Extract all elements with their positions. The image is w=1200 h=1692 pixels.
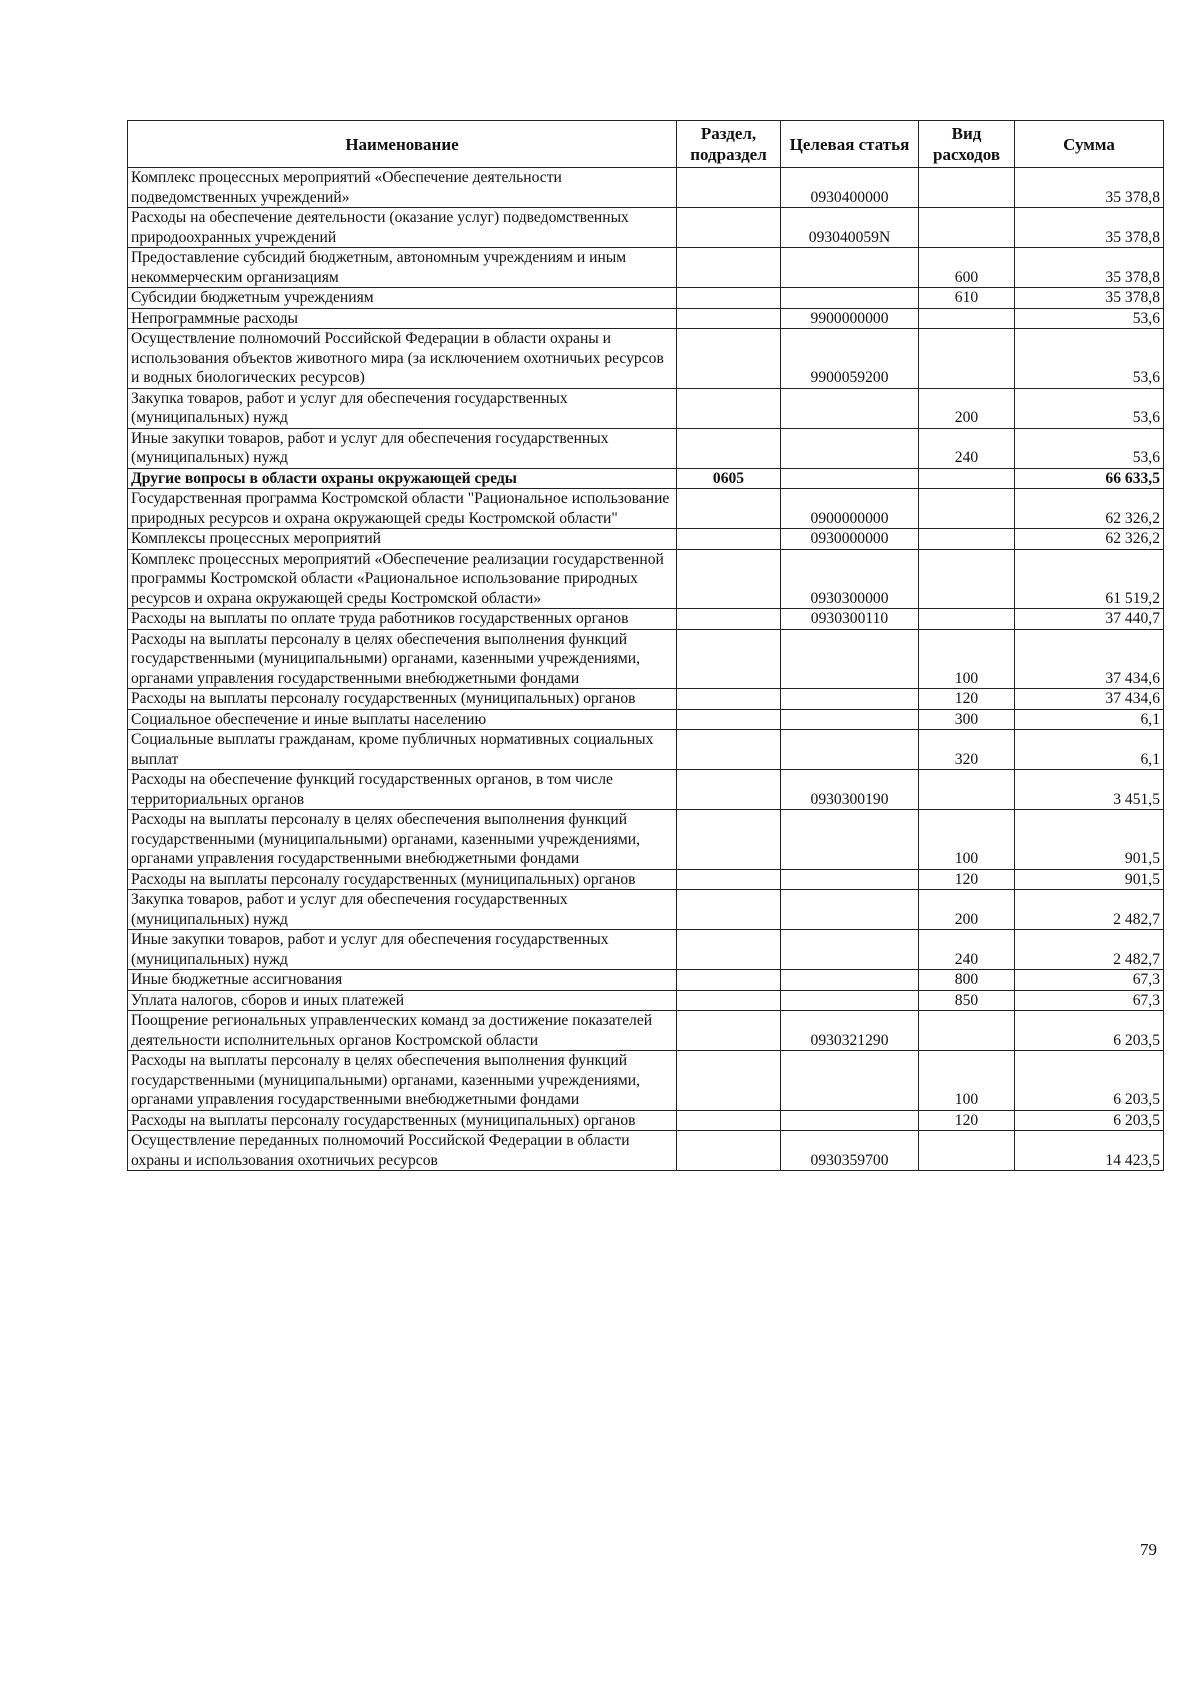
cell-name: Комплекс процессных мероприятий «Обеспечение деятельности подведомственных учреждений» xyxy=(128,168,677,208)
cell-kind: 240 xyxy=(919,930,1015,970)
cell-section xyxy=(677,970,781,991)
cell-section: 0605 xyxy=(677,468,781,489)
cell-kind xyxy=(919,468,1015,489)
cell-section xyxy=(677,609,781,630)
cell-kind: 100 xyxy=(919,810,1015,870)
cell-sum: 37 434,6 xyxy=(1015,689,1164,710)
cell-name: Поощрение региональных управленческих команд за достижение показателей деятельности исполнительных органов Костромской области xyxy=(128,1011,677,1051)
cell-name: Социальное обеспечение и иные выплаты населению xyxy=(128,709,677,730)
cell-section xyxy=(677,248,781,288)
cell-target: 0930000000 xyxy=(781,529,919,550)
cell-target: 0930300190 xyxy=(781,770,919,810)
table-body xyxy=(128,168,1164,1171)
cell-kind xyxy=(919,168,1015,208)
cell-section xyxy=(677,1051,781,1111)
cell-target: 0930400000 xyxy=(781,168,919,208)
table-row xyxy=(128,930,1164,970)
cell-target: 0930321290 xyxy=(781,1011,919,1051)
header-name: Наименование xyxy=(128,121,677,168)
cell-target xyxy=(781,468,919,489)
cell-sum: 6 203,5 xyxy=(1015,1051,1164,1111)
table-row xyxy=(128,770,1164,810)
document-page xyxy=(127,120,1163,1171)
cell-sum: 62 326,2 xyxy=(1015,489,1164,529)
cell-kind xyxy=(919,1011,1015,1051)
cell-kind xyxy=(919,489,1015,529)
cell-target: 0900000000 xyxy=(781,489,919,529)
table-row xyxy=(128,1110,1164,1131)
cell-target: 0930300000 xyxy=(781,549,919,609)
cell-sum: 3 451,5 xyxy=(1015,770,1164,810)
table-row xyxy=(128,709,1164,730)
cell-sum: 35 378,8 xyxy=(1015,168,1164,208)
cell-section xyxy=(677,288,781,309)
cell-kind: 100 xyxy=(919,629,1015,689)
cell-sum: 35 378,8 xyxy=(1015,208,1164,248)
cell-kind: 200 xyxy=(919,890,1015,930)
cell-name: Субсидии бюджетным учреждениям xyxy=(128,288,677,309)
cell-target xyxy=(781,730,919,770)
table-row xyxy=(128,609,1164,630)
cell-section xyxy=(677,329,781,389)
cell-name: Расходы на выплаты по оплате труда работников государственных органов xyxy=(128,609,677,630)
table-row xyxy=(128,168,1164,208)
cell-section xyxy=(677,869,781,890)
cell-sum: 37 434,6 xyxy=(1015,629,1164,689)
table-row xyxy=(128,1011,1164,1051)
cell-target xyxy=(781,709,919,730)
cell-sum: 53,6 xyxy=(1015,308,1164,329)
cell-name: Расходы на выплаты персоналу государственных (муниципальных) органов xyxy=(128,1110,677,1131)
cell-target xyxy=(781,890,919,930)
table-row xyxy=(128,529,1164,550)
cell-name: Социальные выплаты гражданам, кроме публичных нормативных социальных выплат xyxy=(128,730,677,770)
cell-target: 9900059200 xyxy=(781,329,919,389)
cell-section xyxy=(677,549,781,609)
cell-section xyxy=(677,428,781,468)
cell-sum: 901,5 xyxy=(1015,869,1164,890)
table-row xyxy=(128,970,1164,991)
cell-section xyxy=(677,629,781,689)
cell-target: 0930300110 xyxy=(781,609,919,630)
cell-section xyxy=(677,168,781,208)
table-row xyxy=(128,689,1164,710)
cell-target xyxy=(781,1110,919,1131)
cell-target xyxy=(781,970,919,991)
budget-table xyxy=(127,120,1164,1171)
cell-sum: 6 203,5 xyxy=(1015,1011,1164,1051)
cell-name: Расходы на обеспечение деятельности (оказание услуг) подведомственных природоохранных учреждений xyxy=(128,208,677,248)
cell-kind: 120 xyxy=(919,1110,1015,1131)
cell-kind xyxy=(919,609,1015,630)
cell-sum: 2 482,7 xyxy=(1015,930,1164,970)
cell-name: Иные бюджетные ассигнования xyxy=(128,970,677,991)
cell-section xyxy=(677,930,781,970)
cell-section xyxy=(677,1110,781,1131)
cell-sum: 6 203,5 xyxy=(1015,1110,1164,1131)
cell-kind: 300 xyxy=(919,709,1015,730)
cell-target xyxy=(781,810,919,870)
cell-section xyxy=(677,990,781,1011)
cell-target xyxy=(781,1051,919,1111)
cell-name: Предоставление субсидий бюджетным, автономным учреждениям и иным некоммерческим организациям xyxy=(128,248,677,288)
table-row xyxy=(128,428,1164,468)
cell-section xyxy=(677,1131,781,1171)
table-row xyxy=(128,489,1164,529)
cell-section xyxy=(677,208,781,248)
header-section: Раздел, подраздел xyxy=(677,121,781,168)
table-row xyxy=(128,388,1164,428)
cell-sum: 35 378,8 xyxy=(1015,248,1164,288)
cell-kind: 200 xyxy=(919,388,1015,428)
cell-sum: 6,1 xyxy=(1015,709,1164,730)
cell-kind: 120 xyxy=(919,869,1015,890)
cell-target xyxy=(781,930,919,970)
cell-kind xyxy=(919,549,1015,609)
cell-section xyxy=(677,1011,781,1051)
table-row xyxy=(128,629,1164,689)
table-row xyxy=(128,990,1164,1011)
cell-name: Государственная программа Костромской области "Рациональное использование природных ресурсов и охрана окружающей среды Костромской области" xyxy=(128,489,677,529)
cell-kind: 850 xyxy=(919,990,1015,1011)
table-row xyxy=(128,329,1164,389)
cell-section xyxy=(677,529,781,550)
cell-name: Комплексы процессных мероприятий xyxy=(128,529,677,550)
cell-section xyxy=(677,489,781,529)
cell-target xyxy=(781,288,919,309)
cell-name: Расходы на обеспечение функций государственных органов, в том числе территориальных органов xyxy=(128,770,677,810)
cell-target xyxy=(781,869,919,890)
cell-kind: 100 xyxy=(919,1051,1015,1111)
cell-target xyxy=(781,629,919,689)
cell-kind: 800 xyxy=(919,970,1015,991)
cell-sum: 67,3 xyxy=(1015,970,1164,991)
cell-kind xyxy=(919,329,1015,389)
cell-section xyxy=(677,388,781,428)
cell-name: Уплата налогов, сборов и иных платежей xyxy=(128,990,677,1011)
cell-name: Закупка товаров, работ и услуг для обеспечения государственных (муниципальных) нужд xyxy=(128,890,677,930)
table-row xyxy=(128,1051,1164,1111)
table-row xyxy=(128,248,1164,288)
cell-kind: 600 xyxy=(919,248,1015,288)
cell-section xyxy=(677,730,781,770)
cell-section xyxy=(677,689,781,710)
cell-target xyxy=(781,388,919,428)
cell-sum: 14 423,5 xyxy=(1015,1131,1164,1171)
cell-sum: 901,5 xyxy=(1015,810,1164,870)
cell-section xyxy=(677,890,781,930)
cell-name: Закупка товаров, работ и услуг для обеспечения государственных (муниципальных) нужд xyxy=(128,388,677,428)
table-row xyxy=(128,208,1164,248)
cell-name: Иные закупки товаров, работ и услуг для обеспечения государственных (муниципальных) нужд xyxy=(128,428,677,468)
cell-kind: 320 xyxy=(919,730,1015,770)
table-row xyxy=(128,890,1164,930)
cell-name: Другие вопросы в области охраны окружающей среды xyxy=(128,468,677,489)
cell-kind xyxy=(919,308,1015,329)
cell-sum: 66 633,5 xyxy=(1015,468,1164,489)
cell-sum: 53,6 xyxy=(1015,388,1164,428)
cell-name: Расходы на выплаты персоналу в целях обеспечения выполнения функций государственными (муниципальными) органами, казенными учреждениями, органами управления государственными внебюджетными фондами xyxy=(128,629,677,689)
cell-target xyxy=(781,689,919,710)
header-sum: Сумма xyxy=(1015,121,1164,168)
cell-name: Осуществление переданных полномочий Российской Федерации в области охраны и использования охотничьих ресурсов xyxy=(128,1131,677,1171)
table-row xyxy=(128,308,1164,329)
cell-section xyxy=(677,709,781,730)
cell-name: Комплекс процессных мероприятий «Обеспечение реализации государственной программы Костромской области «Рациональное использование природных ресурсов и охрана окружающей среды Костромской области» xyxy=(128,549,677,609)
table-row xyxy=(128,810,1164,870)
cell-sum: 6,1 xyxy=(1015,730,1164,770)
table-row xyxy=(128,288,1164,309)
table-row xyxy=(128,1131,1164,1171)
cell-kind: 240 xyxy=(919,428,1015,468)
table-header-row xyxy=(128,121,1164,168)
cell-sum: 62 326,2 xyxy=(1015,529,1164,550)
cell-section xyxy=(677,810,781,870)
cell-section xyxy=(677,770,781,810)
cell-kind: 610 xyxy=(919,288,1015,309)
cell-sum: 61 519,2 xyxy=(1015,549,1164,609)
cell-sum: 67,3 xyxy=(1015,990,1164,1011)
cell-target xyxy=(781,248,919,288)
cell-kind xyxy=(919,1131,1015,1171)
table-row xyxy=(128,730,1164,770)
cell-sum: 53,6 xyxy=(1015,428,1164,468)
cell-name: Непрограммные расходы xyxy=(128,308,677,329)
cell-name: Расходы на выплаты персоналу государственных (муниципальных) органов xyxy=(128,869,677,890)
table-row xyxy=(128,549,1164,609)
cell-target: 9900000000 xyxy=(781,308,919,329)
cell-name: Расходы на выплаты персоналу государственных (муниципальных) органов xyxy=(128,689,677,710)
table-row xyxy=(128,869,1164,890)
header-target: Целевая статья xyxy=(781,121,919,168)
header-kind: Вид расходов xyxy=(919,121,1015,168)
cell-sum: 37 440,7 xyxy=(1015,609,1164,630)
cell-target: 093040059N xyxy=(781,208,919,248)
cell-section xyxy=(677,308,781,329)
cell-sum: 2 482,7 xyxy=(1015,890,1164,930)
cell-target: 0930359700 xyxy=(781,1131,919,1171)
cell-sum: 53,6 xyxy=(1015,329,1164,389)
cell-name: Расходы на выплаты персоналу в целях обеспечения выполнения функций государственными (муниципальными) органами, казенными учреждениями, органами управления государственными внебюджетными фондами xyxy=(128,810,677,870)
cell-kind xyxy=(919,208,1015,248)
cell-kind: 120 xyxy=(919,689,1015,710)
table-row xyxy=(128,468,1164,489)
cell-sum: 35 378,8 xyxy=(1015,288,1164,309)
cell-kind xyxy=(919,770,1015,810)
cell-target xyxy=(781,990,919,1011)
cell-kind xyxy=(919,529,1015,550)
page-number: 79 xyxy=(1140,1540,1157,1559)
cell-name: Осуществление полномочий Российской Федерации в области охраны и использования объектов животного мира (за исключением охотничьих ресурсов и водных биологических ресурсов) xyxy=(128,329,677,389)
cell-target xyxy=(781,428,919,468)
cell-name: Расходы на выплаты персоналу в целях обеспечения выполнения функций государственными (муниципальными) органами, казенными учреждениями, органами управления государственными внебюджетными фондами xyxy=(128,1051,677,1111)
cell-name: Иные закупки товаров, работ и услуг для обеспечения государственных (муниципальных) нужд xyxy=(128,930,677,970)
